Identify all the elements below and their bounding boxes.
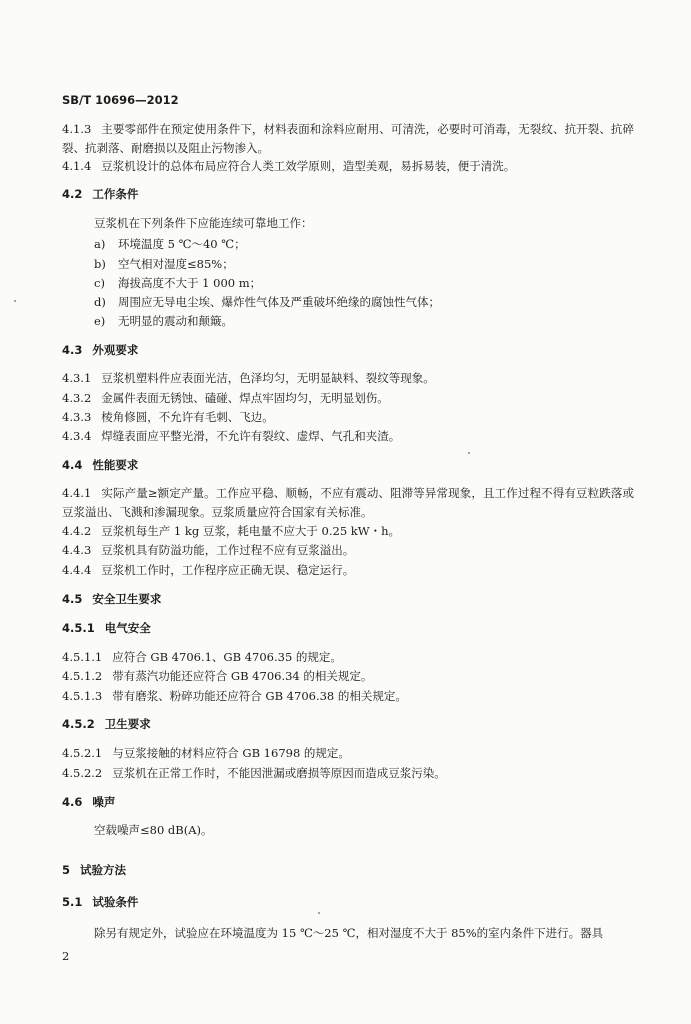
- clause-4-4-1: [62, 484, 634, 522]
- clause-text: 豆浆机每生产 1 kg 豆浆，耗电量不应大于 0.25 kW・h。: [101, 524, 400, 538]
- list-item-d: [94, 294, 440, 310]
- clause-number: 4.5.1.2: [62, 669, 103, 683]
- clause-text: 带有蒸汽功能还应符合 GB 4706.34 的相关规定。: [112, 669, 373, 683]
- section-number: 4.5.1: [62, 621, 95, 635]
- list-text: 空气相对湿度≤85%；: [118, 257, 234, 271]
- clause-number: 4.4.1: [62, 486, 92, 500]
- clause-text: 豆浆机在正常工作时，不能因泄漏或磨损等原因而造成豆浆污染。: [112, 766, 446, 780]
- section-heading-4-5-2: [62, 716, 151, 732]
- clause-4-5-1-1: [62, 649, 342, 665]
- standard-id: SB/T 10696—2012: [62, 93, 179, 107]
- clause-4-5-1-2: [62, 668, 372, 684]
- clause-text: 与豆浆接触的材料应符合 GB 16798 的规定。: [112, 746, 350, 760]
- section-number: 4.4: [62, 458, 83, 472]
- scan-speck: [318, 912, 320, 914]
- clause-number: 4.5.2.1: [62, 746, 103, 760]
- clause-4-3-4: [62, 428, 400, 444]
- clause-number: 4.5.2.2: [62, 766, 103, 780]
- section-title: 试验条件: [92, 895, 139, 909]
- section-heading-4-5-1: [62, 620, 151, 636]
- clause-text: 实际产量≥额定产量。工作应平稳、顺畅，不应有震动、阻滞等异常现象，且工作过程不得有豆粒跌落或豆浆溢出、飞溅和渗漏现象。豆浆质量应符合国家有关标准。: [62, 486, 634, 519]
- clause-text: 豆浆机工作时，工作程序应正确无误、稳定运行。: [101, 563, 355, 577]
- list-text: 无明显的震动和颠簸。: [118, 314, 233, 328]
- list-label: e): [94, 314, 106, 328]
- clause-4-3-2: [62, 390, 389, 406]
- section-title: 电气安全: [104, 621, 151, 635]
- section-title: 工作条件: [92, 187, 139, 201]
- clause-text: 焊缝表面应平整光滑，不允许有裂纹、虚焊、气孔和夹渣。: [101, 429, 401, 443]
- section-heading-4-6: [62, 794, 115, 810]
- page-number: 2: [62, 949, 70, 963]
- paragraph-5-1: 除另有规定外，试验应在环境温度为 15 ℃～25 ℃，相对湿度不大于 85%的室内条件下进行。器具: [94, 926, 604, 940]
- list-text: 环境温度 5 ℃～40 ℃；: [118, 237, 246, 251]
- list-label: d): [94, 295, 106, 309]
- clause-number: 4.1.4: [62, 159, 92, 173]
- section-heading-4-2: [62, 186, 138, 202]
- section-number: 4.6: [62, 795, 83, 809]
- clause-4-1-3: [62, 120, 634, 158]
- list-item-a: [94, 236, 246, 252]
- section-title: 安全卫生要求: [92, 592, 162, 606]
- section-title: 性能要求: [92, 458, 139, 472]
- clause-number: 4.3.4: [62, 429, 92, 443]
- clause-text: 带有磨浆、粉碎功能还应符合 GB 4706.38 的相关规定。: [112, 689, 407, 703]
- clause-4-4-4: [62, 562, 354, 578]
- clause-number: 4.5.1.3: [62, 689, 103, 703]
- clause-number: 4.4.4: [62, 563, 92, 577]
- clause-text: 豆浆机具有防溢功能，工作过程不应有豆浆溢出。: [101, 543, 355, 557]
- section-heading-5: [62, 862, 126, 878]
- section-number: 5.1: [62, 895, 83, 909]
- section-heading-4-5: [62, 591, 161, 607]
- section-title: 外观要求: [92, 343, 139, 357]
- clause-4-3-3: [62, 409, 274, 425]
- clause-number: 4.4.3: [62, 543, 92, 557]
- clause-4-1-4: [62, 158, 515, 174]
- section-heading-5-1: [62, 894, 138, 910]
- section-heading-4-4: [62, 457, 138, 473]
- section-number: 5: [62, 863, 71, 877]
- clause-4-4-2: [62, 523, 400, 539]
- scan-speck: [14, 300, 16, 302]
- section-title: 噪声: [92, 795, 116, 809]
- clause-text: 应符合 GB 4706.1、GB 4706.35 的规定。: [112, 650, 342, 664]
- list-text: 周围应无导电尘埃、爆炸性气体及严重破坏绝缘的腐蚀性气体；: [118, 295, 440, 309]
- clause-number: 4.1.3: [62, 122, 92, 136]
- list-text: 海拔高度不大于 1 000 m；: [118, 276, 262, 290]
- section-number: 4.5: [62, 592, 83, 606]
- section-number: 4.2: [62, 187, 83, 201]
- clause-text: 主要零部件在预定使用条件下，材料表面和涂料应耐用、可清洗，必要时可消毒，无裂纹、抗开裂、抗碎裂、抗剥落、耐磨损以及阻止污物渗入。: [62, 122, 634, 155]
- list-label: b): [94, 257, 106, 271]
- section-title: 试验方法: [80, 863, 127, 877]
- clause-text: 豆浆机塑料件应表面光洁，色泽均匀，无明显缺料、裂纹等现象。: [101, 371, 435, 385]
- clause-text: 棱角修圆，不允许有毛刺、飞边。: [101, 410, 274, 424]
- section-number: 4.5.2: [62, 717, 95, 731]
- list-label: a): [94, 237, 106, 251]
- clause-number: 4.3.3: [62, 410, 92, 424]
- list-item-e: [94, 313, 233, 329]
- clause-4-5-2-1: [62, 745, 350, 761]
- list-item-b: [94, 256, 234, 272]
- clause-text: 豆浆机设计的总体布局应符合人类工效学原则，造型美观，易拆易装，便于清洗。: [101, 159, 516, 173]
- paragraph-4-6: 空载噪声≤80 dB(A)。: [94, 823, 213, 837]
- paragraph-4-2: 豆浆机在下列条件下应能连续可靠地工作：: [94, 216, 313, 230]
- list-label: c): [94, 276, 105, 290]
- list-item-c: [94, 275, 261, 291]
- section-title: 卫生要求: [104, 717, 151, 731]
- clause-text: 金属件表面无锈蚀、磕碰、焊点牢固均匀，无明显划伤。: [101, 391, 389, 405]
- clause-number: 4.3.1: [62, 371, 92, 385]
- clause-4-5-1-3: [62, 688, 407, 704]
- clause-4-3-1: [62, 370, 435, 386]
- clause-4-5-2-2: [62, 765, 446, 781]
- clause-number: 4.3.2: [62, 391, 92, 405]
- clause-number: 4.4.2: [62, 524, 92, 538]
- clause-4-4-3: [62, 542, 354, 558]
- section-number: 4.3: [62, 343, 83, 357]
- section-heading-4-3: [62, 342, 138, 358]
- clause-number: 4.5.1.1: [62, 650, 103, 664]
- scan-speck: [468, 452, 470, 454]
